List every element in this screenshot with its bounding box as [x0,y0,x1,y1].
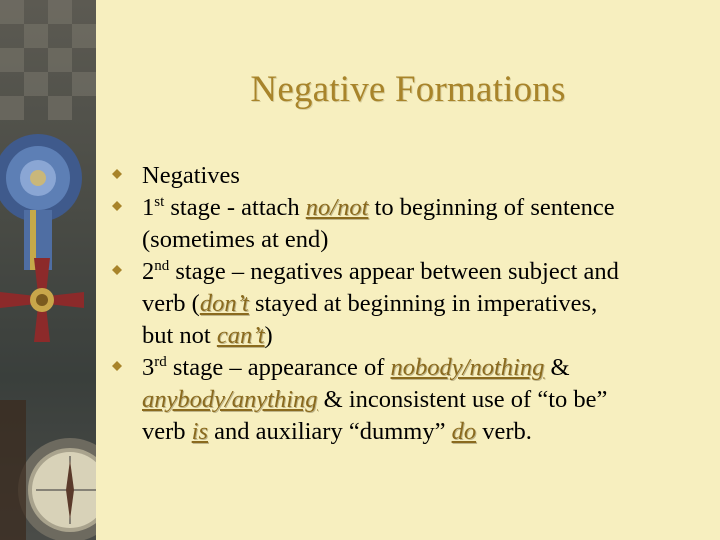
sidebar-medal-photo [0,0,96,540]
bullet-text: but not [142,322,217,349]
diamond-bullet-icon [112,265,122,275]
emphasis-term: is [191,418,209,445]
ordinal-number: 1 [142,194,155,221]
diamond-bullet-icon [112,361,122,371]
diamond-bullet-icon [112,201,122,211]
emphasis-term: don’t [199,290,249,317]
bullet-text: stage – negatives appear between subject and [169,258,619,285]
slide-body [112,160,708,448]
ordinal-number: 2 [142,258,155,285]
bullet-item-1 [112,160,708,192]
bullet-item-3 [112,256,708,352]
bullet-text: ) [264,322,273,349]
emphasis-term: do [451,418,477,445]
ordinal-suffix: nd [154,257,170,274]
ordinal-suffix: st [154,193,165,210]
ordinal-suffix: rd [154,353,167,370]
bullet-text: Negatives [142,162,240,189]
bullet-text: stayed at beginning in imperatives, [248,290,598,317]
emphasis-term: no/not [305,194,369,221]
bullet-text: to beginning of sentence [368,194,615,221]
bullet-text: stage - attach [164,194,306,221]
bullet-text: and auxiliary “dummy” [208,418,452,445]
bullet-text: verb [142,418,192,445]
emphasis-term: anybody/anything [142,386,318,413]
bullet-text: & inconsistent use of “to be” [317,386,608,413]
bullet-text: (sometimes at end) [142,226,329,253]
emphasis-term: nobody/nothing [390,354,545,381]
bullet-item-4 [112,352,708,448]
medal-compass-image [0,0,96,540]
bullet-item-2 [112,192,708,256]
emphasis-term: can’t [216,322,265,349]
bullet-text: verb. [476,418,532,445]
slide-title: Negative Formations [250,69,566,110]
bullet-text: stage – appearance of [166,354,391,381]
bullet-text: & [544,354,570,381]
bullet-text: verb ( [142,290,200,317]
diamond-bullet-icon [112,169,122,179]
ordinal-number: 3 [142,354,155,381]
